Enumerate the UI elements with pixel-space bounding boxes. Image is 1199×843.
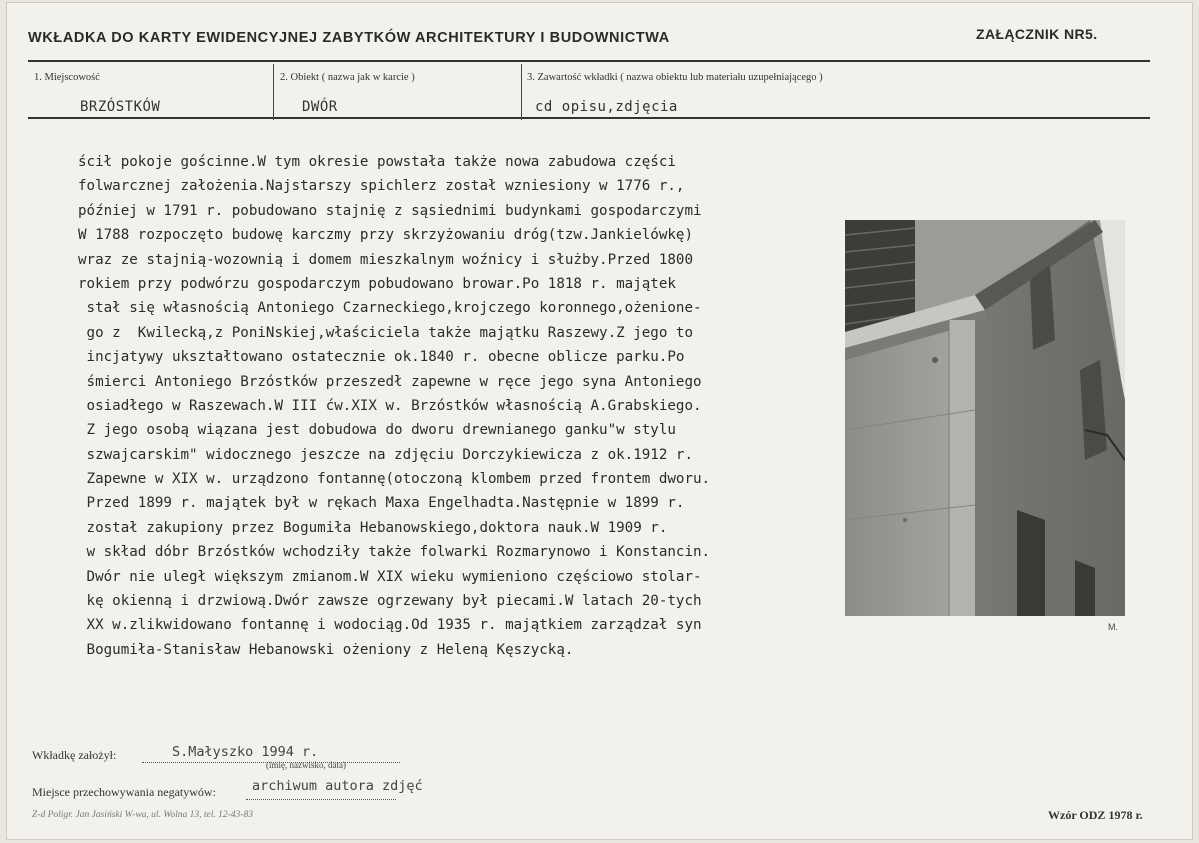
place-value: BRZÓSTKÓW [80, 99, 161, 115]
description-line: śmierci Antoniego Brzóstków przeszedł zapewne w ręce jego syna Antoniego [78, 373, 702, 390]
description-line: ścił pokoje gościnne.W tym okresie powstała także nowa zabudowa części [78, 154, 676, 170]
founder-hint: (imię, nazwisko, data) [266, 760, 346, 770]
building-photo [845, 220, 1125, 616]
content-label: 3. Zawartość wkładki ( nazwa obiektu lub materiału uzupełniającego ) [527, 72, 823, 83]
place-label: 1. Miejscowość [34, 72, 100, 83]
description-text [78, 150, 818, 662]
description-line: szwajcarskim" widocznego jeszcze na zdjęciu Dorczykiewicza z ok.1912 r. [78, 446, 693, 463]
photo-corner-of-manor [845, 220, 1125, 616]
description-line: kę okienną i drzwiową.Dwór zawsze ogrzewany był piecami.W latach 20-tych [78, 593, 702, 610]
printer-info: Z-d Poligr. Jan Jasiński W-wa, ul. Wolna 13, tel. 12-43-83 [32, 810, 253, 820]
description-line: w skład dóbr Brzóstków wchodziły także folwarki Rozmarynowo i Konstancin. [78, 544, 711, 561]
form-pattern: Wzór ODZ 1978 r. [1048, 808, 1143, 822]
attachment-number: ZAŁĄCZNIK NR5. [976, 26, 1098, 42]
founder-value: S.Małyszko 1994 r. [172, 744, 319, 760]
description-line: Z jego osobą wiązana jest dobudowa do dworu drewnianego ganku"w stylu [78, 422, 676, 439]
field-separator-1 [273, 64, 274, 120]
founder-label: Wkładkę założył: [32, 748, 117, 762]
object-value: DWÓR [302, 99, 338, 115]
description-line: rokiem przy podwórzu gospodarczym pobudowano browar.Po 1818 r. majątek [78, 275, 676, 292]
description-line: Dwór nie uległ większym zmianom.W XIX wieku wymieniono częściowo stolar- [78, 568, 702, 585]
field-separator-2 [521, 64, 522, 120]
form-title: WKŁADKA DO KARTY EWIDENCYJNEJ ZABYTKÓW ARCHITEKTURY I BUDOWNICTWA [28, 30, 670, 46]
storage-value: archiwum autora zdjęć [252, 778, 423, 794]
description-line: go z Kwilecką,z PoniNskiej,właściciela także majątku Raszewy.Z jego to [78, 324, 693, 341]
photo-author-mark: M. [1108, 622, 1118, 632]
description-line: osiadłego w Raszewach.W III ćw.XIX w. Brzóstków własnością A.Grabskiego. [78, 397, 702, 414]
description-line: stał się własnością Antoniego Czarneckiego,krojczego koronnego,ożenione- [78, 300, 702, 317]
description-line: później w 1791 r. pobudowano stajnię z sąsiednimi budynkami gospodarczymi [78, 202, 702, 219]
description-line: incjatywy ukształtowano ostatecznie ok.1840 r. obecne oblicze parku.Po [78, 349, 685, 366]
description-line: Zapewne w XIX w. urządzono fontannę(otoczoną klombem przed frontem dworu. [78, 471, 711, 488]
object-label: 2. Obiekt ( nazwa jak w karcie ) [280, 72, 415, 83]
header-rule-top [28, 60, 1150, 62]
description-line: Przed 1899 r. majątek był w rękach Maxa Engelhadta.Następnie w 1899 r. [78, 495, 685, 512]
description-line: XX w.zlikwidowano fontannę i wodociąg.Od 1935 r. majątkiem zarządzał syn [78, 617, 702, 634]
storage-label: Miejsce przechowywania negatywów: [32, 785, 216, 799]
description-line: folwarcznej założenia.Najstarszy spichlerz został wzniesiony w 1776 r., [78, 178, 685, 195]
header-rule-bottom [28, 117, 1150, 119]
content-value: cd opisu,zdjęcia [535, 99, 678, 115]
description-line: W 1788 rozpoczęto budowę karczmy przy skrzyżowaniu dróg(tzw.Jankielówkę) [78, 227, 693, 244]
description-line: Bogumiła-Stanisław Hebanowski ożeniony z Heleną Kęszycką. [78, 641, 574, 658]
description-line: został zakupiony przez Bogumiła Hebanowskiego,doktora nauk.W 1909 r. [78, 519, 668, 536]
description-line: wraz ze stajnią-wozownią i domem mieszkalnym woźnicy i służby.Przed 1800 [78, 251, 693, 268]
